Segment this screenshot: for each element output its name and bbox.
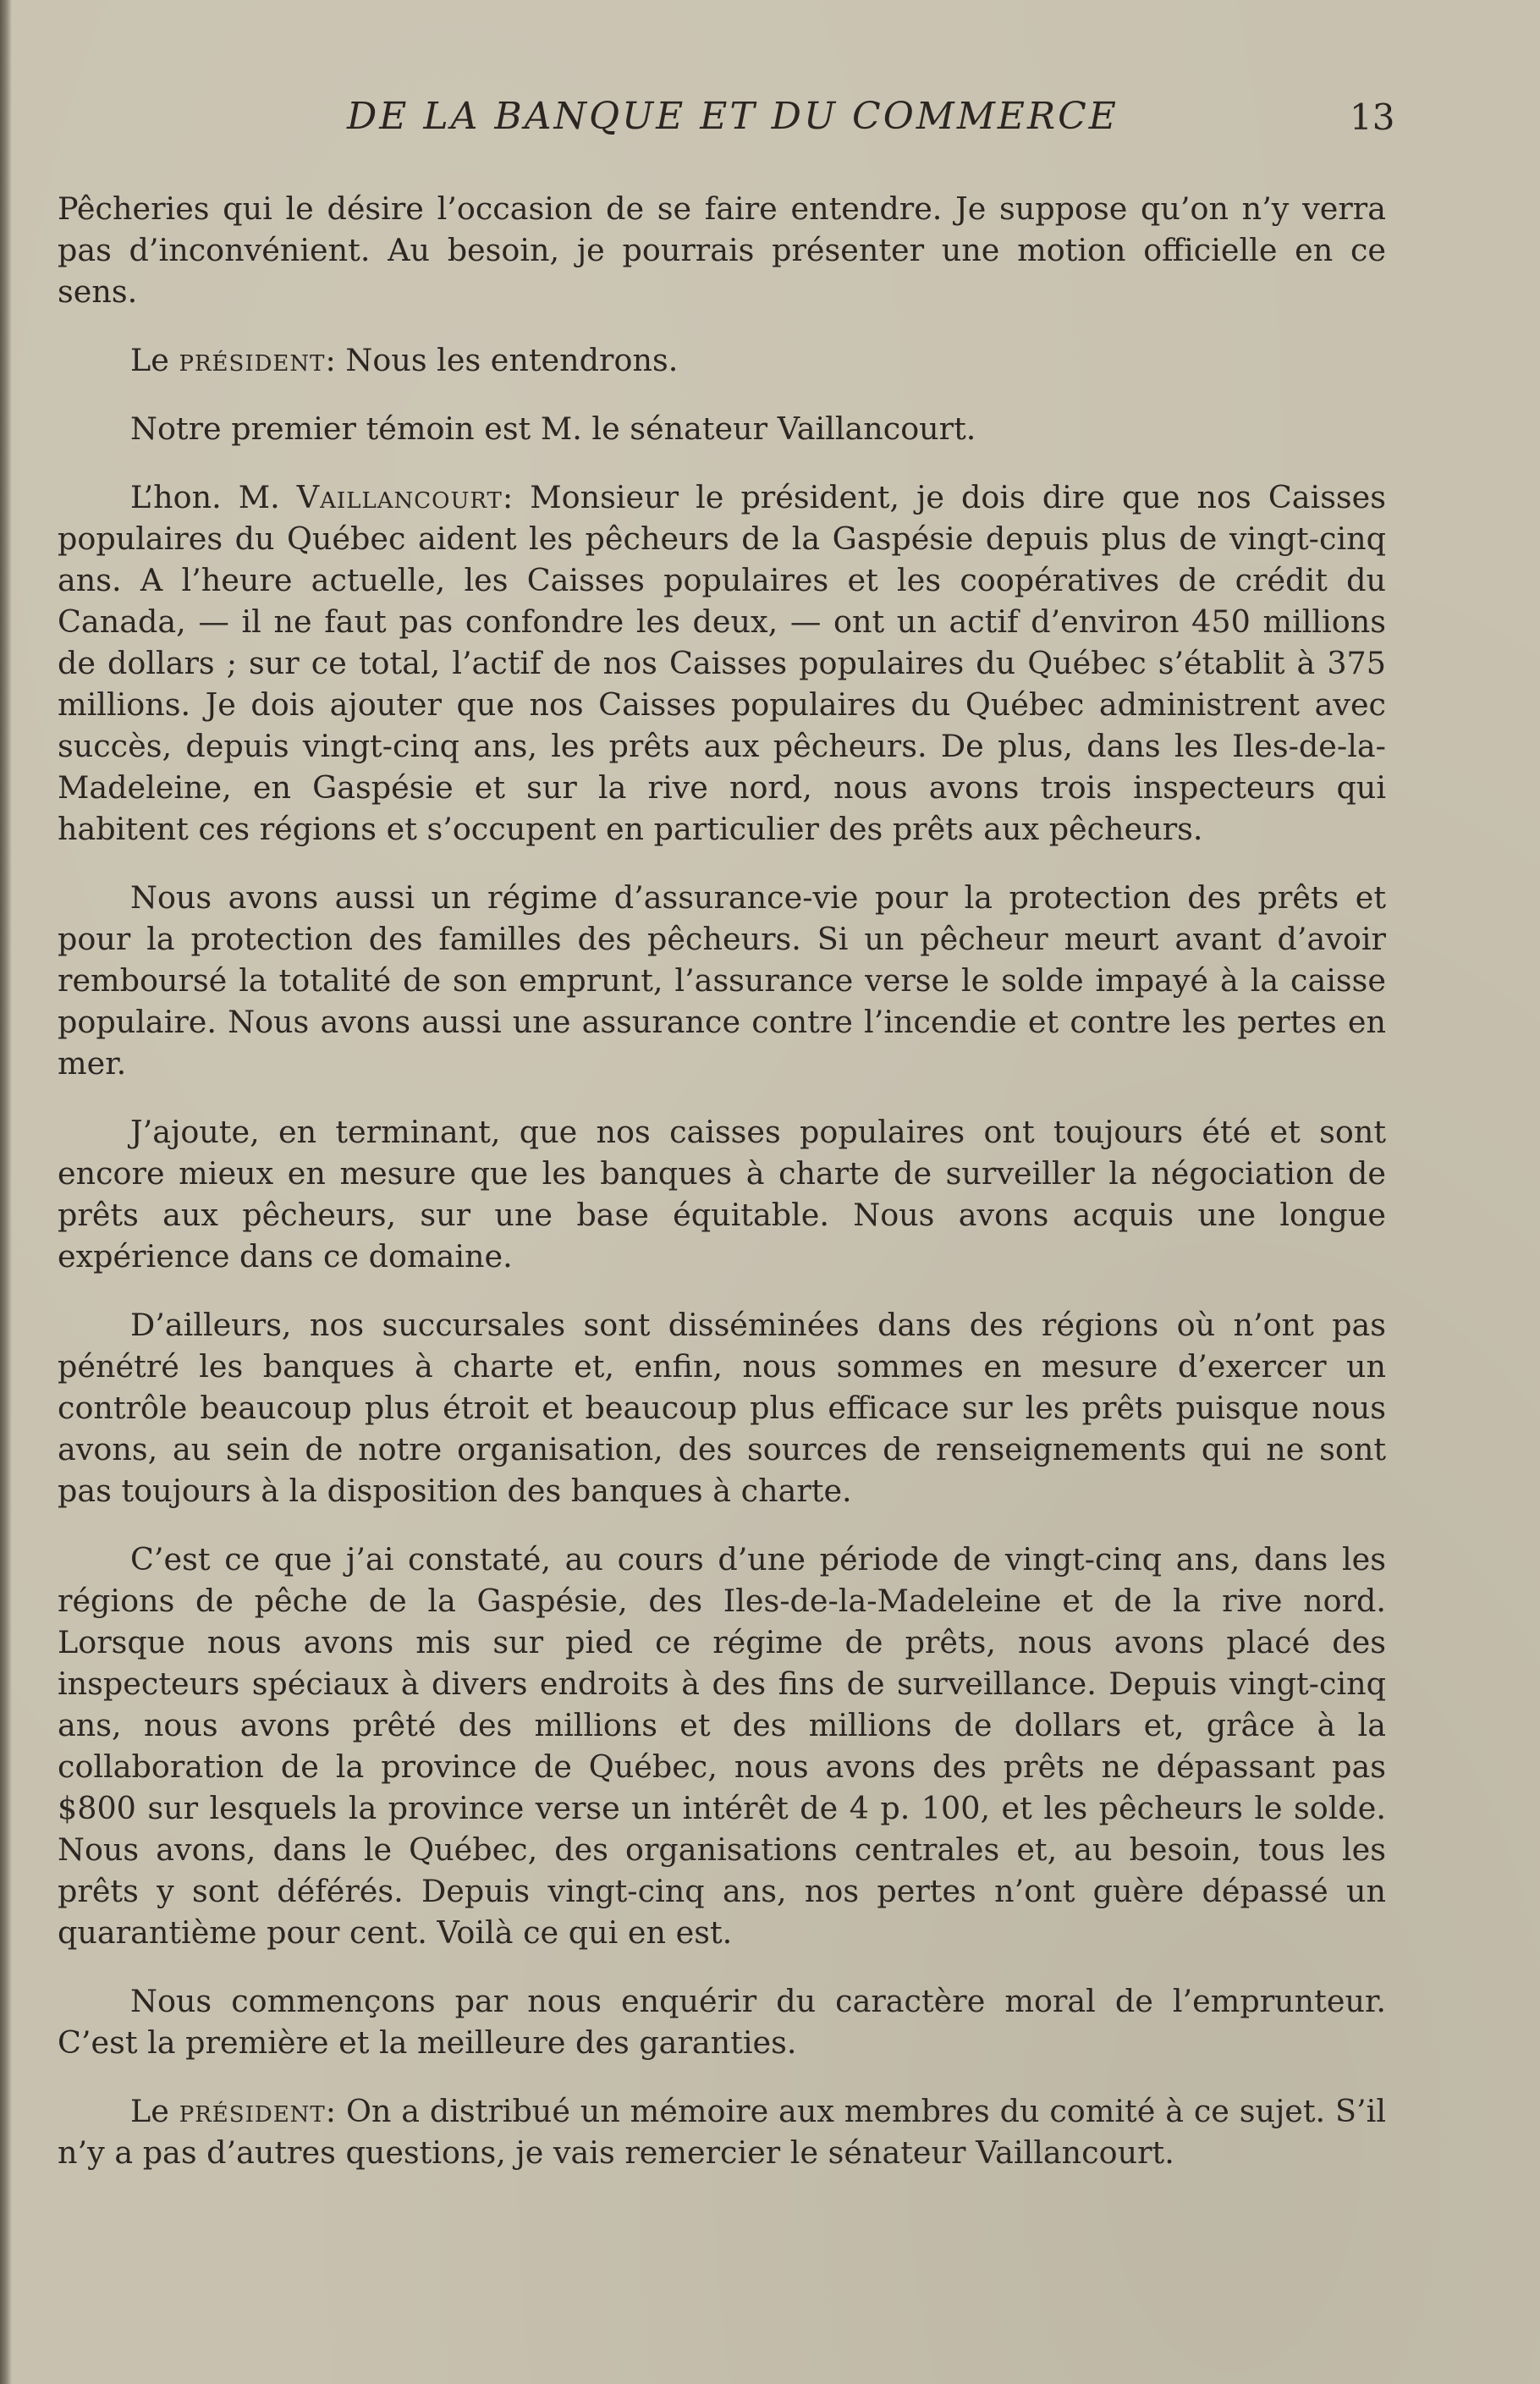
paragraph-text: Nous commençons par nous enquérir du caractère moral de l’emprunteur. C’est la première et la meilleure des garanties. [58,1983,1386,2061]
speaker-name: Vaillancourt [296,479,503,515]
paragraph-text: C’est ce que j’ai constaté, au cours d’une période de vingt-cinq ans, dans les régions de pêche de la Gaspésie, des Iles-de-la-Madeleine et de la rive nord. Lorsque nous avons mis sur pied ce régime de prêts, nous avons placé des inspecteurs spéciaux à divers endroits à des fins de surveillance. Depuis vingt-cinq ans, nous avons prêté des millions et des millions de dollars et, grâce à la collaboration de la province de Québec, nous avons des prêts ne dépassant pas $800 sur lesquels la province verse un intérêt de 4 p. 100, et les pêcheurs le solde. Nous avons, dans le Québec, des organisations centrales et, au besoin, tous les prêts y sont déférés. Depuis vingt-cinq ans, nos pertes n’ont guère dépassé un quarantième pour cent. Voilà ce qui en est. [58,1541,1386,1951]
paragraph [58,1304,1386,1511]
speaker-suffix: : [325,2093,346,2129]
paragraph-text: Monsieur le président, je dois dire que nos Caisses populaires du Québec aident les pêcheurs de la Gaspésie depuis plus de vingt-cinq ans. A l’heure actuelle, les Caisses populaires et les coopératives de crédit du Canada, — il ne faut pas confondre les deux, — ont un actif d’environ 450 millions de dollars ; sur ce total, l’actif de nos Caisses populaires du Québec s’établit à 375 millions. Je dois ajouter que nos Caisses populaires du Québec administrent avec succès, depuis vingt-cinq ans, les prêts aux pêcheurs. De plus, dans les Iles-de-la-Madeleine, en Gaspésie et sur la rive nord, nous avons trois inspecteurs qui habitent ces régions et s’occupent en particulier des prêts aux pêcheurs. [58,479,1386,847]
paragraph-text: Pêcheries qui le désire l’occasion de se faire entendre. Je suppose qu’on n’y verra pas d’inconvénient. Au besoin, je pourrais présenter une motion officielle en ce sens. [58,190,1386,310]
running-title: DE LA BANQUE ET DU COMMERCE [347,95,1119,138]
speech-vaillancourt [58,476,1386,850]
speaker-prefix: Le [130,342,179,378]
paragraph [58,1980,1386,2063]
paragraph-text: D’ailleurs, nos succursales sont disséminées dans des régions où n’ont pas pénétré les banques à charte et, enfin, nous sommes en mesure d’exercer un contrôle beaucoup plus étroit et beaucoup plus efficace sur les prêts puisque nous avons, au sein de notre organisation, des sources de renseignements qui ne sont pas toujours à la disposition des banques à charte. [58,1307,1386,1509]
paragraph-text: Nous les entendrons. [345,342,679,378]
paragraph [58,408,1386,449]
speech-president-2 [58,2090,1386,2173]
speaker-prefix: L’hon. M. [130,479,297,515]
paragraph-text: J’ajoute, en terminant, que nos caisses populaires ont toujours été et sont encore mieux en mesure que les banques à charte de surveiller la négociation de prêts aux pêcheurs, sur une base équitable. Nous avons acquis une longue expérience dans ce domaine. [58,1114,1386,1275]
speaker-suffix: : [325,342,346,378]
running-header [59,95,1395,154]
speaker-suffix: : [502,479,531,515]
paragraph [58,877,1386,1084]
paragraph [58,1111,1386,1277]
body-text [58,188,1386,2200]
paragraph-text: Nous avons aussi un régime d’assurance-vie pour la protection des prêts et pour la protection des familles des pêcheurs. Si un pêcheur meurt avant d’avoir remboursé la totalité de son emprunt, l’assurance verse le solde impayé à la caisse populaire. Nous avons aussi une assurance contre l’incendie et contre les pertes en mer. [58,879,1386,1082]
paragraph-continuation [58,188,1386,312]
speaker-prefix: Le [130,2093,179,2129]
paragraph [58,1539,1386,1953]
speaker-name: président [179,342,326,378]
page-number: 13 [1350,96,1395,138]
paragraph-text: On a distribué un mémoire aux membres du comité à ce sujet. S’il n’y a pas d’autres questions, je vais remercier le sénateur Vaillancourt. [58,2093,1386,2171]
page-binding-edge [0,0,12,2384]
paragraph-text: Notre premier témoin est M. le sénateur Vaillancourt. [130,410,976,447]
speech-president-1 [58,339,1386,381]
speaker-name: président [179,2093,326,2129]
